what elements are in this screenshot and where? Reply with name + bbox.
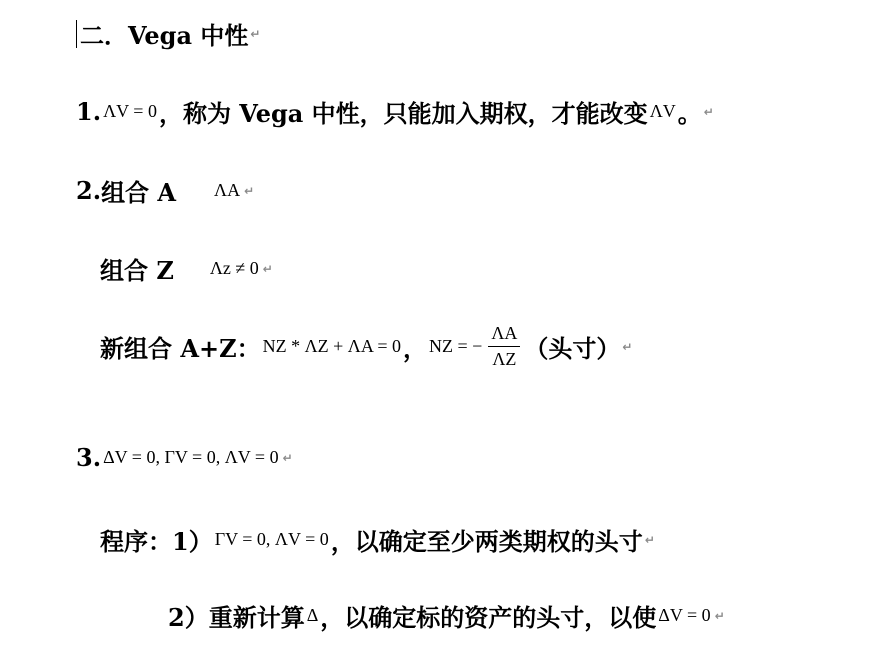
nz-fraction-numerator: ΛA xyxy=(488,323,520,347)
paragraph-mark-icon: ↵ xyxy=(244,183,255,198)
heading xyxy=(76,16,260,51)
portfolio-z-label: 组合 Z xyxy=(100,256,174,285)
step-2-label: 2）重新计算 xyxy=(168,603,305,632)
nz-fraction xyxy=(488,323,520,370)
item-1-formula: ΛV = 0 xyxy=(103,101,157,121)
position-note: （头寸） xyxy=(524,334,621,363)
item-1-text-a: ，称为 Vega 中性，只能加入期权，才能改变 xyxy=(158,99,648,128)
portfolio-z-line xyxy=(100,251,273,286)
nz-fraction-denominator: ΛZ xyxy=(492,349,517,369)
portfolio-a-label: 组合 A xyxy=(101,178,177,207)
new-portfolio-line xyxy=(100,323,632,370)
item-1-number: 1. xyxy=(76,97,102,126)
item-3-formula: ΔV = 0, ΓV = 0, ΛV = 0 xyxy=(103,447,279,467)
item-2-number: 2. xyxy=(76,176,102,205)
procedure-step-1 xyxy=(100,522,655,557)
procedure-text: ，以确定至少两类期权的头寸 xyxy=(330,527,643,556)
new-portfolio-label: 新组合 A+Z： xyxy=(100,334,261,363)
step-2-text: ，以确定标的资产的头寸，以使 xyxy=(320,603,657,632)
item-1 xyxy=(76,94,714,129)
paragraph-mark-icon: ↵ xyxy=(714,608,725,623)
procedure-label: 程序：1） xyxy=(100,527,213,556)
item-1-formula-2: ΛV xyxy=(649,101,676,121)
paragraph-mark-icon: ↵ xyxy=(262,261,273,276)
nz-formula-lhs: NZ = − xyxy=(429,336,483,356)
step-2-delta: Δ xyxy=(306,605,319,625)
item-1-text-b: 。 xyxy=(677,99,702,128)
procedure-formula: ΓV = 0, ΛV = 0 xyxy=(214,529,329,549)
item-3-number: 3. xyxy=(76,443,102,472)
paragraph-mark-icon: ↵ xyxy=(622,339,633,354)
text-cursor xyxy=(76,20,77,48)
paragraph-mark-icon: ↵ xyxy=(703,104,714,119)
item-2 xyxy=(76,173,254,208)
portfolio-z-formula: Λz ≠ 0 xyxy=(209,258,259,278)
new-portfolio-formula: NZ * ΛZ + ΛA = 0 xyxy=(262,336,402,356)
paragraph-mark-icon: ↵ xyxy=(644,532,655,547)
paragraph-mark-icon: ↵ xyxy=(282,450,293,465)
portfolio-a-formula: ΛA xyxy=(214,180,241,200)
step-2-formula: ΔV = 0 xyxy=(658,605,711,625)
item-3 xyxy=(76,443,293,472)
heading-text: 二．Vega 中性 xyxy=(80,21,249,50)
paragraph-mark-icon: ↵ xyxy=(250,26,261,41)
procedure-step-2 xyxy=(168,598,725,633)
new-portfolio-comma: ， xyxy=(403,334,428,363)
